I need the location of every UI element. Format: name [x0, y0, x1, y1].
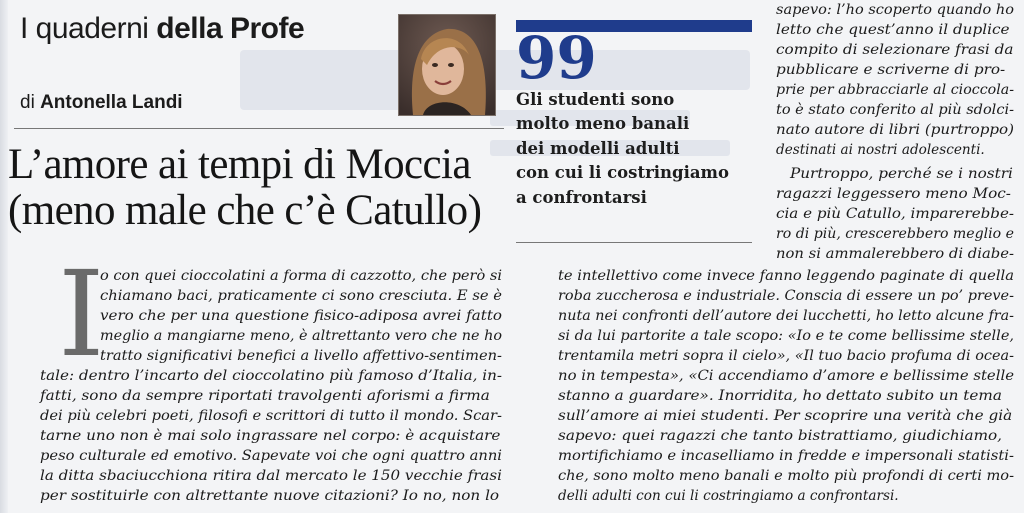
article-line: ro di più, crescerebbero meglio e [776, 226, 1014, 242]
article-line: letto che quest’anno il duplice [776, 22, 1010, 38]
article-line: dei più celebri poeti, filosofi e scrittori di tutto il mondo. Scar- [40, 408, 502, 424]
article-line: to è stato conferito al più sdolci- [776, 102, 1014, 118]
article-line: tarne uno non è mai solo ingrassare nel corpo: è acquistare [40, 428, 501, 444]
author-portrait-image [399, 15, 495, 115]
column-title [20, 12, 304, 46]
article-line: prie per abbracciarle al cioccola- [776, 82, 1014, 98]
headline [8, 142, 504, 234]
article-line: sapevo: quei ragazzi che tanto bistrattiamo, giudichiamo, [558, 428, 1003, 444]
article-line: mortifichiamo e incaselliamo in fredde e impersonali statisti- [558, 448, 1014, 464]
pull-quote [516, 88, 756, 210]
author-photo [398, 14, 496, 116]
pull-quote-line: con cui li costringiamo [516, 163, 730, 183]
article-line: meglio a mangiarne meno, è altrettanto vero che ne ho [100, 328, 502, 344]
article-line: sull’amore ai miei studenti. Per scoprire una verità che già [558, 408, 1013, 424]
article-line: destinati ai nostri adolescenti. [776, 142, 985, 158]
column-title-regular: I quaderni [20, 12, 157, 45]
drop-cap: I [58, 245, 105, 383]
header-rule [14, 128, 504, 129]
article-line: per sostituirle con altrettante nuove citazioni? Io no, non lo [40, 488, 500, 504]
article-line: Purtroppo, perché se i nostri [790, 166, 1013, 182]
article-line: o con quei cioccolatini a forma di cazzotto, che però si [100, 268, 502, 284]
article-line: peso culturale ed emotivo. Sapevate voi che ogni quattro anni [40, 448, 502, 464]
article-line: fatti, sono da sempre riportati travolgenti aforismi a firma [40, 388, 490, 404]
article-line: tale: dentro l’incarto del cioccolatino più famoso d’Italia, in- [40, 368, 503, 384]
article-line: sapevo: l’ho scoperto quando ho [776, 2, 1014, 18]
article-line: trentamila metri sopra il cielo», «Il tuo bacio profuma di ocea- [558, 348, 1014, 364]
quote-mark-icon: 99 [516, 24, 597, 92]
article-line: compito di selezionare frasi da [776, 42, 1014, 58]
author-name: Antonella Landi [40, 92, 183, 113]
pull-quote-line: Gli studenti sono [516, 90, 675, 109]
headline-line-2: (meno male che c’è Catullo) [8, 187, 482, 234]
article-line: nato autore di libri (purtroppo) [776, 122, 1014, 138]
article-line: chiamano baci, praticamente ci sono cresciuta. E se è [100, 288, 502, 304]
article-line: la ditta sbaciucchiona ritira dal mercato le 150 vecchie frasi [40, 468, 502, 484]
article-line: vero che per una questione fisico-adiposa avrei fatto [100, 308, 502, 324]
headline-line-1: L’amore ai tempi di Moccia [8, 141, 471, 188]
article-line: si da lui partorite a tale scopo: «Io e te come bellissime stelle, [558, 328, 1014, 344]
article-line: stanno a guardare». Inorridita, ho dettato subito un tema [558, 388, 1002, 404]
article-line: che, sono molto meno banali e molto più profondi di certi mo- [558, 468, 1014, 484]
article-line: delli adulti con cui li costringiamo a confrontarsi. [558, 488, 899, 504]
adjacent-page-edge [0, 0, 8, 513]
byline [20, 92, 183, 114]
article-line: pubblicare e scriverne di pro- [776, 62, 1006, 78]
pull-quote-line: dei modelli adulti [516, 138, 680, 158]
pull-quote-line: a confrontarsi [516, 187, 647, 207]
column-title-bold: della Profe [156, 12, 305, 45]
article-line: ragazzi leggessero meno Moc- [776, 186, 1011, 202]
pull-quote-bottom-rule [516, 242, 752, 243]
article-line: no in tempesta», «Ci accendiamo d’amore e bellissime stelle [558, 368, 1014, 384]
article-line: non si ammalerebbero di diabe- [776, 246, 1014, 262]
article-line: te intellettivo come invece fanno leggendo paginate di quella [558, 268, 1014, 284]
article-line: roba zuccherosa e industriale. Conscia di essere un po’ preve- [558, 288, 1014, 304]
article-line: tratto significativi benefici a livello affettivo-sentimen- [100, 348, 502, 364]
article-line: cia e più Catullo, imparerebbe- [776, 206, 1014, 222]
byline-prefix: di [20, 92, 41, 113]
pull-quote-line: molto meno banali [516, 114, 690, 134]
article-line: nuta nei confronti dell’autore dei lucchetti, ho letto alcune fra- [558, 308, 1014, 324]
